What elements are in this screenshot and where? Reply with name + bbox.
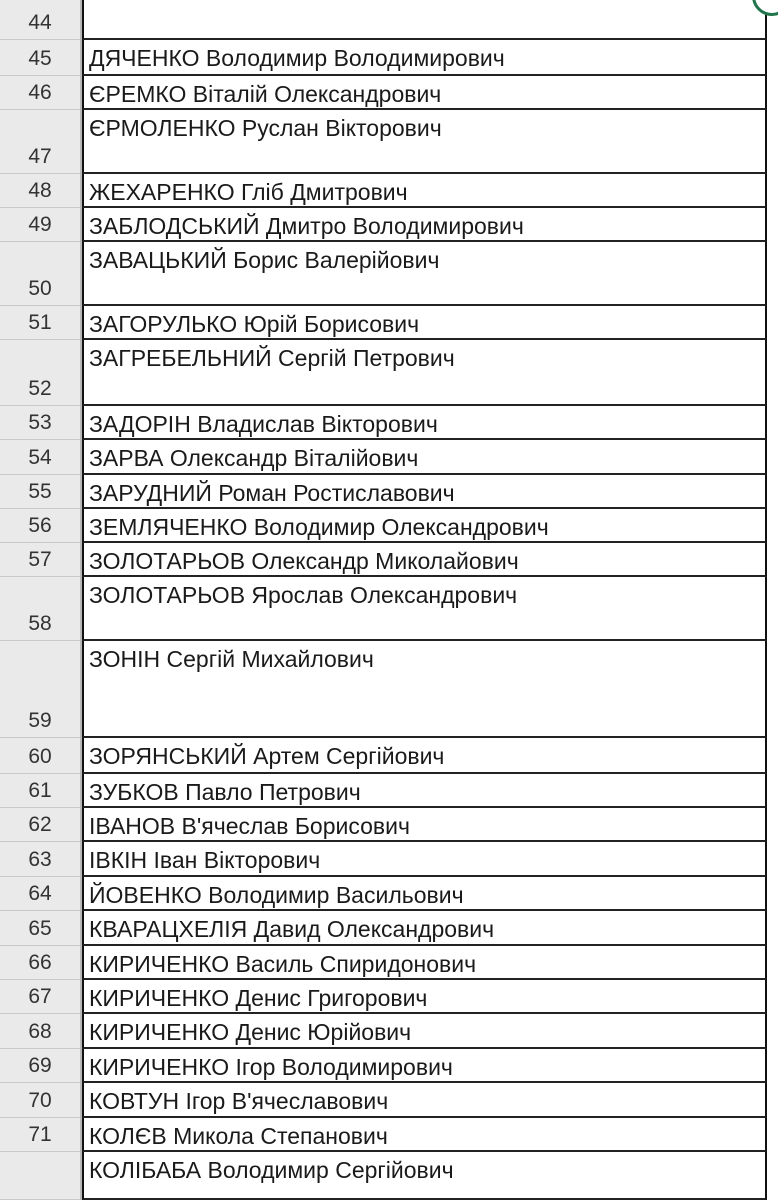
name-cell[interactable]: ЗАДОРІН Владислав Вікторович: [82, 406, 767, 440]
name-cell[interactable]: КИРИЧЕНКО Василь Спиридонович: [82, 946, 767, 980]
table-row: [0, 946, 778, 980]
name-cell[interactable]: ЗОЛОТАРЬОВ Ярослав Олександрович: [82, 577, 767, 641]
table-row: [0, 1049, 778, 1083]
row-number[interactable]: 68: [0, 1014, 80, 1049]
table-row: [0, 980, 778, 1014]
table-row: [0, 40, 778, 76]
table-row: [0, 1152, 778, 1200]
table-row: [0, 1014, 778, 1049]
row-number[interactable]: 50: [0, 242, 80, 306]
table-row: [0, 509, 778, 543]
name-cell[interactable]: КИРИЧЕНКО Денис Юрійович: [82, 1014, 767, 1049]
name-cell[interactable]: ЄРЕМКО Віталій Олександрович: [82, 76, 767, 110]
name-cell[interactable]: ЗАГОРУЛЬКО Юрій Борисович: [82, 306, 767, 340]
name-cell[interactable]: [82, 0, 767, 40]
row-number[interactable]: 44: [0, 0, 80, 40]
row-number[interactable]: 54: [0, 440, 80, 475]
row-number[interactable]: 53: [0, 406, 80, 440]
table-row: [0, 808, 778, 842]
row-number[interactable]: 48: [0, 174, 80, 208]
name-cell[interactable]: ЄРМОЛЕНКО Руслан Вікторович: [82, 110, 767, 174]
row-number[interactable]: [0, 1152, 80, 1200]
table-row: [0, 110, 778, 174]
row-number[interactable]: 67: [0, 980, 80, 1014]
row-number[interactable]: 66: [0, 946, 80, 980]
name-cell[interactable]: ІВКІН Іван Вікторович: [82, 842, 767, 877]
row-number[interactable]: 60: [0, 738, 80, 774]
name-cell[interactable]: ЗЕМЛЯЧЕНКО Володимир Олександрович: [82, 509, 767, 543]
row-number[interactable]: 71: [0, 1118, 80, 1152]
row-number[interactable]: 63: [0, 842, 80, 877]
row-number[interactable]: 64: [0, 877, 80, 911]
name-cell[interactable]: ЗАБЛОДСЬКИЙ Дмитро Володимирович: [82, 208, 767, 242]
table-row: [0, 340, 778, 406]
row-number[interactable]: 51: [0, 306, 80, 340]
row-number[interactable]: 70: [0, 1083, 80, 1118]
table-row: [0, 911, 778, 946]
row-number[interactable]: 52: [0, 340, 80, 406]
row-number[interactable]: 57: [0, 543, 80, 577]
name-cell[interactable]: ЙОВЕНКО Володимир Васильович: [82, 877, 767, 911]
name-cell[interactable]: ЖЕХАРЕНКО Гліб Дмитрович: [82, 174, 767, 208]
row-number[interactable]: 45: [0, 40, 80, 76]
name-cell[interactable]: КИРИЧЕНКО Денис Григорович: [82, 980, 767, 1014]
row-number[interactable]: 62: [0, 808, 80, 842]
table-row: [0, 877, 778, 911]
table-row: [0, 208, 778, 242]
name-cell[interactable]: КОЛІБАБА Володимир Сергійович: [82, 1152, 767, 1200]
name-cell[interactable]: КОВТУН Ігор В'ячеславович: [82, 1083, 767, 1118]
name-cell[interactable]: ДЯЧЕНКО Володимир Володимирович: [82, 40, 767, 76]
name-cell[interactable]: КИРИЧЕНКО Ігор Володимирович: [82, 1049, 767, 1083]
table-row: [0, 440, 778, 475]
table-row: [0, 842, 778, 877]
row-number[interactable]: 47: [0, 110, 80, 174]
name-cell[interactable]: ЗОНІН Сергій Михайлович: [82, 641, 767, 738]
name-cell[interactable]: КОЛЄВ Микола Степанович: [82, 1118, 767, 1152]
name-cell[interactable]: ІВАНОВ В'ячеслав Борисович: [82, 808, 767, 842]
name-cell[interactable]: КВАРАЦХЕЛІЯ Давид Олександрович: [82, 911, 767, 946]
row-number[interactable]: 46: [0, 76, 80, 110]
name-cell[interactable]: ЗАРУДНИЙ Роман Ростиславович: [82, 475, 767, 509]
table-row: [0, 242, 778, 306]
row-number[interactable]: 55: [0, 475, 80, 509]
table-row: [0, 774, 778, 808]
table-row: [0, 475, 778, 509]
row-number[interactable]: 61: [0, 774, 80, 808]
row-number[interactable]: 56: [0, 509, 80, 543]
table-row: [0, 1083, 778, 1118]
row-number[interactable]: 65: [0, 911, 80, 946]
name-cell[interactable]: ЗОРЯНСЬКИЙ Артем Сергійович: [82, 738, 767, 774]
row-number[interactable]: 49: [0, 208, 80, 242]
table-row: [0, 1118, 778, 1152]
table-row: [0, 406, 778, 440]
row-number[interactable]: 58: [0, 577, 80, 641]
table-row: [0, 738, 778, 774]
table-row: [0, 0, 778, 40]
table-row: [0, 306, 778, 340]
table-row: [0, 641, 778, 738]
row-number[interactable]: 59: [0, 641, 80, 738]
row-number[interactable]: 69: [0, 1049, 80, 1083]
name-cell[interactable]: ЗАГРЕБЕЛЬНИЙ Сергій Петрович: [82, 340, 767, 406]
name-cell[interactable]: ЗОЛОТАРЬОВ Олександр Миколайович: [82, 543, 767, 577]
table-row: [0, 543, 778, 577]
table-row: [0, 577, 778, 641]
name-cell[interactable]: ЗАРВА Олександр Віталійович: [82, 440, 767, 475]
table-row: [0, 174, 778, 208]
name-cell[interactable]: ЗАВАЦЬКИЙ Борис Валерійович: [82, 242, 767, 306]
table-row: [0, 76, 778, 110]
name-cell[interactable]: ЗУБКОВ Павло Петрович: [82, 774, 767, 808]
